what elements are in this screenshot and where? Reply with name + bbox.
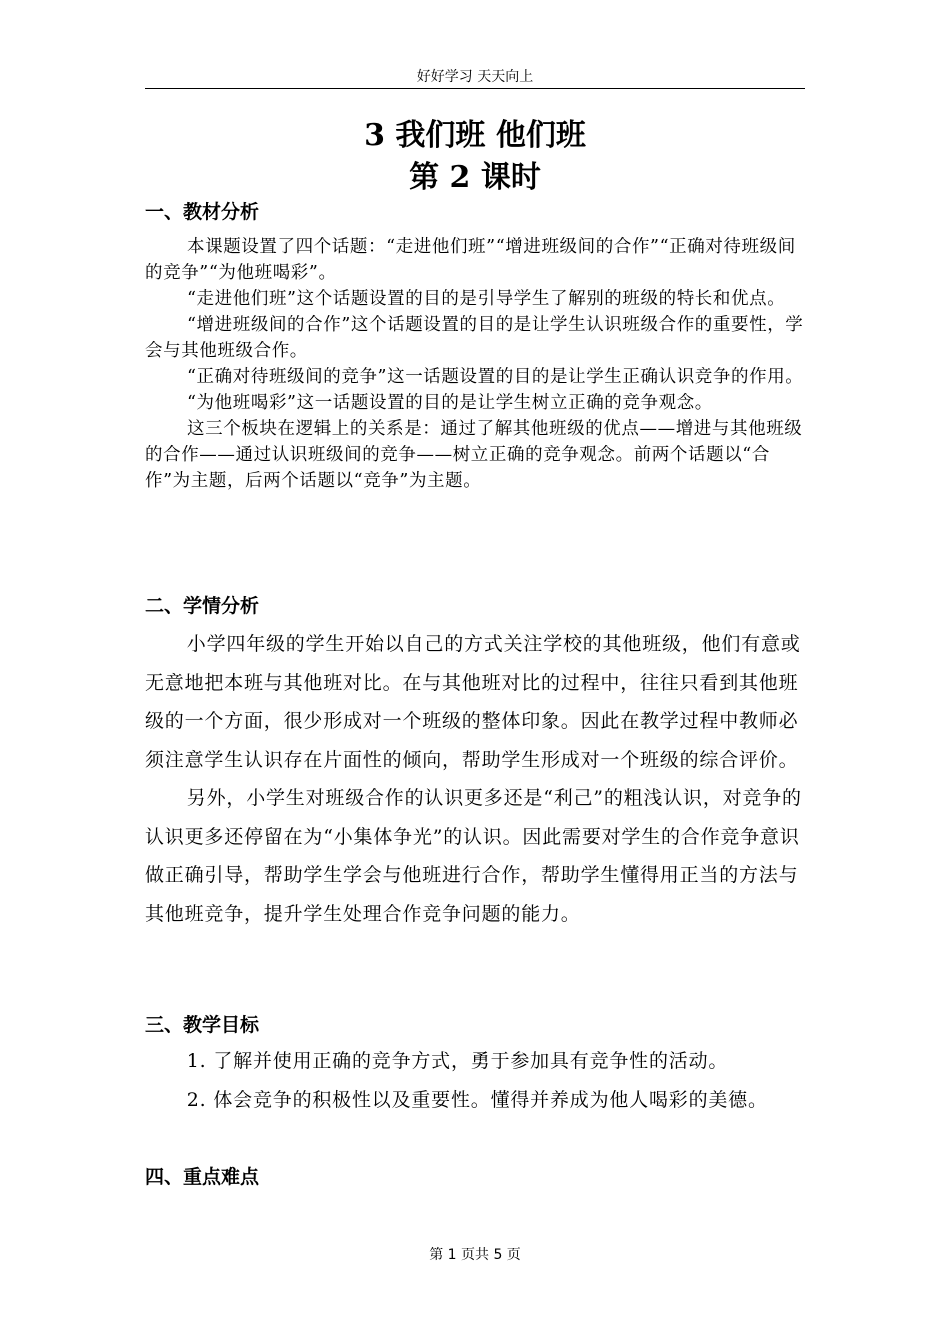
- page-header: 好好学习 天天向上: [416, 69, 534, 85]
- section-body-teaching-goals: [145, 1042, 805, 1119]
- section-heading-textbook-analysis: 一、教材分析: [145, 201, 260, 223]
- paragraph: 另外，小学生对班级合作的认识更多还是“利己”的粗浅认识，对竞争的认识更多还停留在为“小集体争光”的认识。因此需要对学生的合作竞争意识做正确引导，帮助学生学会与他班进行合作，帮助学生懂得用正当的方法与其他班竞争，提升学生处理合作竞争问题的能力。: [145, 787, 802, 925]
- lesson-subtitle: 第 2 课时: [409, 160, 541, 195]
- paragraph: 这三个板块在逻辑上的关系是：通过了解其他班级的优点——增进与其他班级的合作——通过认识班级间的竞争——树立正确的竞争观念。前两个话题以“合作”为主题，后两个话题以“竞争”为主题。: [145, 419, 803, 491]
- header-divider: [145, 88, 805, 89]
- goal-item: 1. 了解并使用正确的竞争方式，勇于参加具有竞争性的活动。: [186, 1050, 729, 1072]
- paragraph: “正确对待班级间的竞争”这一话题设置的目的是让学生正确认识竞争的作用。: [187, 367, 804, 387]
- section-heading-teaching-goals: 三、教学目标: [145, 1014, 260, 1036]
- section-body-student-analysis: [145, 625, 805, 933]
- section-heading-key-points: 四、重点难点: [145, 1166, 260, 1188]
- lesson-title: 3 我们班 他们班: [364, 118, 586, 153]
- section-heading-student-analysis: 二、学情分析: [145, 595, 260, 617]
- goal-item: 2. 体会竞争的积极性以及重要性。懂得并养成为他人喝彩的美德。: [186, 1088, 768, 1111]
- paragraph: 小学四年级的学生开始以自己的方式关注学校的其他班级，他们有意或无意地把本班与其他班对比。在与其他班对比的过程中，往往只看到其他班级的一个方面，很少形成对一个班级的整体印象。因此在教学过程中教师必须注意学生认识存在片面性的倾向，帮助学生形成对一个班级的综合评价。: [145, 633, 801, 771]
- section-body-textbook-analysis: [145, 234, 805, 494]
- paragraph: 本课题设置了四个话题：“走进他们班”“增进班级间的合作”“正确对待班级间的竞争”“为他班喝彩”。: [145, 237, 796, 283]
- paragraph: “为他班喝彩”这一话题设置的目的是让学生树立正确的竞争观念。: [187, 393, 713, 413]
- paragraph: “增进班级间的合作”这个话题设置的目的是让学生认识班级合作的重要性，学会与其他班级合作。: [145, 315, 804, 361]
- page-footer: 第 1 页共 5 页: [429, 1247, 521, 1263]
- paragraph: “走进他们班”这个话题设置的目的是引导学生了解别的班级的特长和优点。: [187, 289, 786, 309]
